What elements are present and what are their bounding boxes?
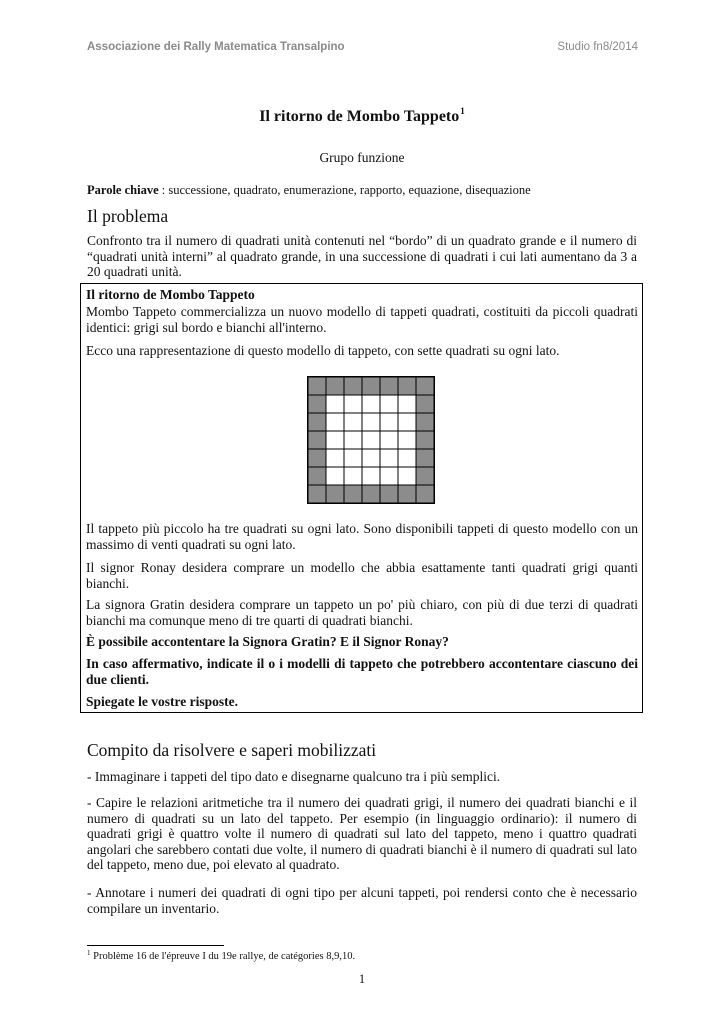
carpet-inner-square bbox=[326, 449, 344, 467]
carpet-inner-square bbox=[344, 395, 362, 413]
carpet-border-square bbox=[380, 377, 398, 395]
task-paragraph-1: - Immaginare i tappeti del tipo dato e disegnarne qualcuno tra i più semplici. bbox=[87, 769, 501, 784]
carpet-inner-square bbox=[398, 431, 416, 449]
box-title: Il ritorno de Mombo Tappeto bbox=[86, 287, 255, 302]
carpet-border-square bbox=[308, 377, 326, 395]
carpet-border-square bbox=[308, 449, 326, 467]
carpet-inner-square bbox=[326, 431, 344, 449]
carpet-inner-square bbox=[362, 467, 380, 485]
box-question-2: In caso affermativo, indicate il o i modelli di tappeto che potrebbero accontentare ciascuno dei due clienti. bbox=[86, 656, 638, 687]
box-question-3: Spiegate le vostre risposte. bbox=[86, 694, 238, 709]
footnote-ref: 1 bbox=[87, 949, 91, 957]
carpet-inner-square bbox=[398, 413, 416, 431]
title-text: Il ritorno de Mombo Tappeto bbox=[259, 108, 460, 125]
title-footnote-ref: 1 bbox=[460, 106, 465, 116]
keywords-line bbox=[87, 183, 647, 198]
box-paragraph-3: Il tappeto più piccolo ha tre quadrati su ogni lato. Sono disponibili tappeti di questo modello con un massimo di venti quadrati su ogni lato. bbox=[86, 521, 638, 552]
carpet-border-square bbox=[308, 413, 326, 431]
keywords-text: : successione, quadrato, enumerazione, rapporto, equazione, disequazione bbox=[158, 183, 531, 197]
carpet-inner-square bbox=[362, 413, 380, 431]
carpet-border-square bbox=[398, 485, 416, 503]
carpet-border-square bbox=[416, 485, 434, 503]
box-paragraph-2: Ecco una rappresentazione di questo modello di tappeto, con sette quadrati su ogni lato. bbox=[86, 343, 560, 358]
carpet-border-square bbox=[416, 449, 434, 467]
carpet-inner-square bbox=[398, 395, 416, 413]
carpet-border-square bbox=[326, 485, 344, 503]
footnote-text: Problème 16 de l'épreuve I du 19e rallye, de catégories 8,9,10. bbox=[90, 951, 356, 962]
carpet-border-square bbox=[398, 377, 416, 395]
carpet-inner-square bbox=[344, 431, 362, 449]
carpet-inner-square bbox=[344, 449, 362, 467]
carpet-border-square bbox=[416, 431, 434, 449]
carpet-border-square bbox=[416, 395, 434, 413]
header-study-code: Studio fn8/2014 bbox=[557, 41, 638, 53]
carpet-border-square bbox=[308, 431, 326, 449]
footnote bbox=[87, 949, 355, 962]
carpet-inner-square bbox=[380, 449, 398, 467]
box-paragraph-4: Il signor Ronay desidera comprare un modello che abbia esattamente tanti quadrati grigi quanti bianchi. bbox=[86, 560, 638, 591]
subtitle: Grupo funzione bbox=[319, 150, 405, 165]
keywords-label: Parole chiave bbox=[87, 183, 159, 197]
carpet-border-square bbox=[308, 485, 326, 503]
carpet-inner-square bbox=[362, 431, 380, 449]
carpet-border-square bbox=[362, 377, 380, 395]
header-association: Associazione dei Rally Matematica Transalpino bbox=[87, 41, 345, 53]
footnote-separator bbox=[87, 945, 224, 946]
box-paragraph-1: Mombo Tappeto commercializza un nuovo modello di tappeti quadrati, costituiti da piccoli quadrati identici: grigi sul bordo e bianchi all'interno. bbox=[86, 304, 638, 335]
problem-text: Confronto tra il numero di quadrati unità contenuti nel “bordo” di un quadrato grande e il numero di “quadrati unità interni” al quadrato grande, in una successione di quadrati i cui lati aumentano da 3 a 20 quadrati unità. bbox=[87, 233, 637, 279]
carpet-grid bbox=[308, 377, 434, 503]
carpet-border-square bbox=[326, 377, 344, 395]
task-heading: Compito da risolvere e saperi mobilizzati bbox=[87, 740, 377, 760]
task-paragraph-3: - Annotare i numeri dei quadrati di ogni tipo per alcuni tappeti, poi rendersi conto che è necessario compilare un inventario. bbox=[87, 885, 637, 916]
problem-heading: Il problema bbox=[87, 206, 169, 226]
box-paragraph-5: La signora Gratin desidera comprare un tappeto un po' più chiaro, con più di due terzi di quadrati bianchi ma comunque meno di tre quarti di quadrati bianchi. bbox=[86, 597, 638, 628]
carpet-border-square bbox=[308, 395, 326, 413]
carpet-border-square bbox=[416, 377, 434, 395]
carpet-border-square bbox=[362, 485, 380, 503]
page-title bbox=[0, 106, 724, 126]
box-question-1: È possibile accontentare la Signora Gratin? E il Signor Ronay? bbox=[86, 634, 449, 649]
carpet-border-square bbox=[344, 377, 362, 395]
carpet-inner-square bbox=[344, 467, 362, 485]
carpet-border-square bbox=[344, 485, 362, 503]
carpet-inner-square bbox=[344, 413, 362, 431]
carpet-border-square bbox=[308, 467, 326, 485]
carpet-inner-square bbox=[398, 449, 416, 467]
carpet-inner-square bbox=[380, 431, 398, 449]
carpet-inner-square bbox=[326, 395, 344, 413]
problem-box bbox=[80, 283, 643, 713]
carpet-border-square bbox=[416, 413, 434, 431]
carpet-inner-square bbox=[398, 467, 416, 485]
carpet-inner-square bbox=[326, 467, 344, 485]
carpet-inner-square bbox=[362, 449, 380, 467]
carpet-inner-square bbox=[362, 395, 380, 413]
carpet-inner-square bbox=[326, 413, 344, 431]
carpet-inner-square bbox=[380, 467, 398, 485]
carpet-border-square bbox=[380, 485, 398, 503]
page-number: 1 bbox=[358, 972, 366, 986]
task-paragraph-2: - Capire le relazioni aritmetiche tra il numero dei quadrati grigi, il numero dei quadrati bianchi e il numero di quadrati su un lato del tappeto. Per esempio (in linguaggio ordinario): il numero di quadrati grigi è quattro volte il numero di quadrati sul lato del tappeto, meno i quattro quadrati angolari che sarebbero contati due volte, il numero di quadrati bianchi è il numero di quadrati sul lato del tappeto, meno due, poi elevato al quadrato. bbox=[87, 795, 637, 872]
carpet-border-square bbox=[416, 467, 434, 485]
carpet-inner-square bbox=[380, 395, 398, 413]
carpet-inner-square bbox=[380, 413, 398, 431]
carpet-illustration bbox=[307, 376, 435, 504]
